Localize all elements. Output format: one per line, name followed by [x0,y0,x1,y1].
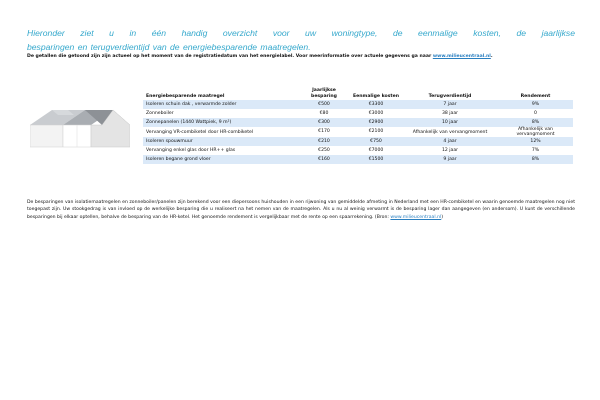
cell-maatregel: Vervanging VR-combiketel door HR-combiketel [143,127,298,137]
cell-maatregel: Zonnepanelen (1440 Wattpiek, 9 m²) [143,118,298,127]
cell-kosten: €750 [350,137,402,146]
header-terugverdientijd: Terugverdientijd [428,93,472,99]
table-header-row [143,82,573,100]
cell-terugverdientijd: 7 jaar [402,100,498,109]
cell-maatregel: Isoleren schuin dak , verwarmde zolder [143,100,298,109]
cell-kosten: €3300 [350,100,402,109]
cell-besparing: €160 [298,155,350,164]
intro-line-2: besparingen en terugverdientijd van de energiebesparende maatregelen. [27,41,311,52]
table-row [143,146,573,155]
header-besparing: Jaarlijkse besparing [311,88,337,99]
cell-maatregel: Zonneboiler [143,109,298,118]
cell-rendement: 0 [498,109,573,118]
table-row [143,155,573,164]
cell-terugverdientijd: 38 jaar [402,109,498,118]
table-row [143,127,573,137]
cell-terugverdientijd: 9 jaar [402,155,498,164]
header-maatregel: Energiebesparende maatregel [146,93,225,99]
cell-maatregel: Vervanging enkel glas door HR++ glas [143,146,298,155]
cell-terugverdientijd: 12 jaar [402,146,498,155]
milieucentraal-footer-link[interactable]: www.milieucentraal.nl [390,214,442,220]
data-note-text: De getallen die getoond zijn zijn actueel op het moment van de registratiedatum van het energielabel. Voor meerinformatie over actuele gegevens ga naar [27,54,432,59]
cell-kosten: €1500 [350,155,402,164]
intro-text [27,27,575,54]
table-row [143,118,573,127]
header-rendement: Rendement [520,93,551,99]
cell-kosten: €2900 [350,118,402,127]
cell-terugverdientijd: 10 jaar [402,118,498,127]
data-note-suffix: . [490,54,493,59]
cell-kosten: €2100 [350,127,402,137]
cell-terugverdientijd: 4 jaar [402,137,498,146]
table-row [143,100,573,109]
cell-kosten: €7000 [350,146,402,155]
cell-besparing: €80 [298,109,350,118]
cell-rendement: 8% [498,155,573,164]
cell-besparing: €250 [298,146,350,155]
cell-rendement: 9% [498,100,573,109]
cell-besparing: €300 [298,118,350,127]
table-row [143,109,573,118]
cell-kosten: €3000 [350,109,402,118]
data-note [27,53,575,60]
cell-besparing: €210 [298,137,350,146]
cell-rendement: 7% [498,146,573,155]
cell-rendement: Afhankelijk van vervangmoment [498,127,573,137]
footer-suffix: ) [441,214,444,220]
measures-table [143,82,573,164]
cell-rendement: 12% [498,137,573,146]
footer-text [27,199,575,221]
milieucentraal-link[interactable]: www.milieucentraal.nl [432,54,491,59]
cell-rendement: 8% [498,118,573,127]
header-kosten: Eenmalige kosten [353,93,399,99]
cell-besparing: €170 [298,127,350,137]
cell-maatregel: Isoleren spouwmuur [143,137,298,146]
cell-maatregel: Isoleren begane grond vloer [143,155,298,164]
intro-line-1: Hieronder ziet u in één handig overzicht voor uw woningtype, de eenmalige kosten, de jaarlijkse [27,28,575,38]
house-illustration-icon [30,103,130,149]
footer-body: De besparingen van isolatiemaatregelen en zonneboiler/panelen zijn berekend voor een diepersoons huishouden in een rijwoning van gemiddelde afmeting in Nederland met een HR-combiketel en waarin genoemde maatregelen nog niet toegepast zijn. Uw stookgedrag is van invloed op de werkelijke besparing die u realiseert na het nemen van de maatregelen. Als u nu al weinig verwarmt is de besparing lager dan aangegeven (en andersom). U kunt de verschillende besparingen bij elkaar optellen, behalve de besparing van de HR-ketel. Het genoemde rendement is vergelijkbaar met de rente op een spaarrekening. (Bron: [27,200,575,220]
cell-terugverdientijd: Afhankelijk van vervangmoment [402,127,498,137]
cell-besparing: €500 [298,100,350,109]
table-row [143,137,573,146]
